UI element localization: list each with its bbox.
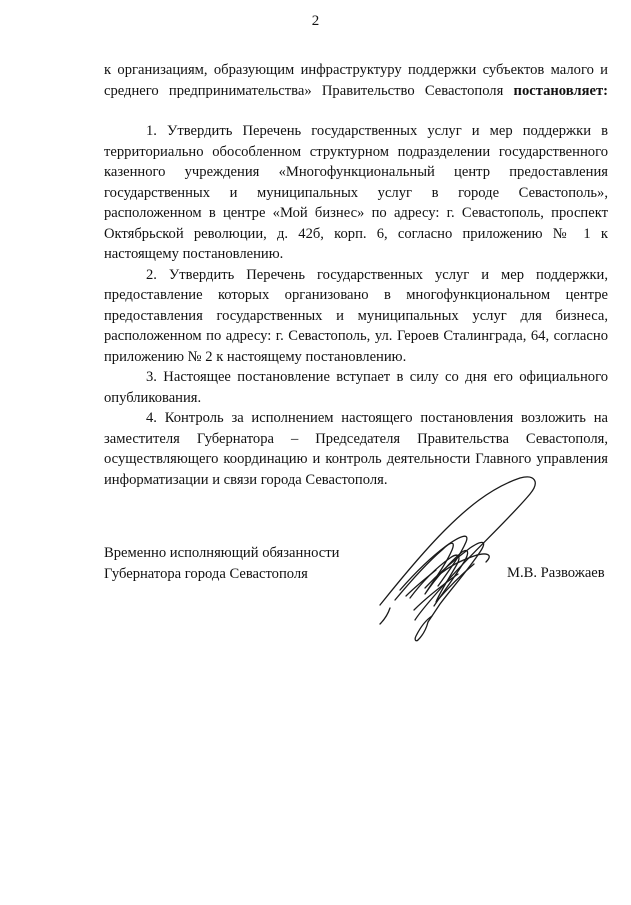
intro-text [104, 60, 608, 101]
handwritten-signature-icon [370, 470, 555, 650]
resolution-items [104, 121, 608, 490]
page-number: 2 [311, 13, 320, 29]
resolution-item-3: 3. Настоящее постановление вступает в силу со дня его официального опубликования. [104, 369, 608, 406]
signer-position-line-1: Временно исполняющий обязанности [104, 545, 340, 561]
signer-position-line-2: Губернатора города Севастополя [104, 565, 308, 582]
resolution-item-4: 4. Контроль за исполнением настоящего постановления возложить на заместителя Губернатора – Председателя Правительства Севастополя, осуществляющего координацию и контроль деятельности Главного управления информатизации и связи города Севастополя. [104, 410, 608, 488]
resolution-item-1: 1. Утвердить Перечень государственных услуг и мер поддержки в территориально обособленном структурном подразделении государственного казенного учреждения «Многофункциональный центр предоставления государственных и муниципальных услуг в городе Севастополь», расположенном в центре «Мой бизнес» по адресу: г. Севастополь, проспект Октябрьской революции, д. 42б, корп. 6, согласно приложению № 1 к настоящему постановлению. [104, 123, 608, 262]
intro-paragraph [104, 60, 608, 101]
intro-plain-text: к организациям, образующим инфраструктуру поддержки субъектов малого и среднего предпринимательства» Правительство Севастополя [104, 62, 608, 99]
signer-position [104, 543, 339, 584]
intro-bold-word: постановляет: [513, 82, 608, 99]
resolution-item-2: 2. Утвердить Перечень государственных услуг и мер поддержки, предоставление которых организовано в многофункциональном центре предоставления государственных и муниципальных услуг для бизнеса, расположенном по адресу: г. Севастополь, ул. Героев Сталинграда, 64, согласно приложению № 2 к настоящему постановлению. [104, 266, 608, 365]
signer-name: М.В. Развожаев [507, 565, 605, 581]
